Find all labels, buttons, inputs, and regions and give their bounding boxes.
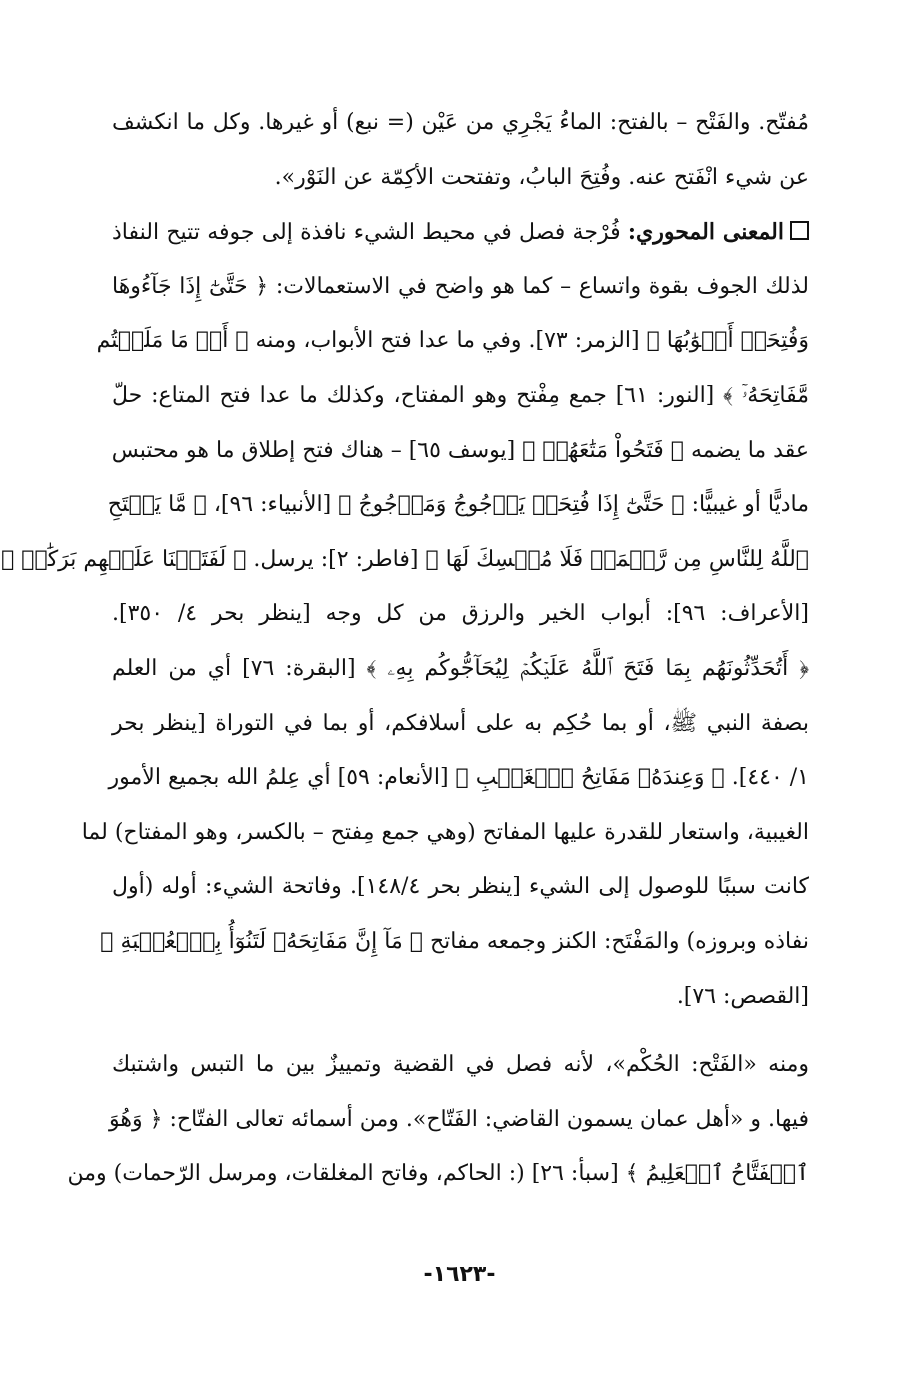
paragraph-3 <box>67 1038 810 1202</box>
paragraph-gap <box>112 1024 809 1038</box>
page-number: -١٦٢٣- <box>423 1262 496 1287</box>
paragraph-2 <box>1 205 810 1024</box>
text-line: نفاذه وبروزه) والمَفْتَح: الكنز وجمعه مفاتح ﴿ مَآ إِنَّ مَفَاتِحَهُۥ لَتَنُوٓأُ بِٱلۡعُصۡبَةِ ﴾ <box>100 928 809 954</box>
text-line: ﴿ أَتُحَدِّثُونَهُم بِمَا فَتَحَ ٱللَّهُ عَلَيۡكُمۡ لِيُحَآجُّوكُم بِهِۦ ﴾ [البقرة: ٧٦] أي من العلم <box>112 655 809 681</box>
text-line: وَفُتِحَتۡ أَبۡوَٰبُهَا ﴾ [الزمر: ٧٣]. وفي ما عدا فتح الأبواب، ومنه ﴿ أَوۡ مَا مَلَكۡتُم <box>96 328 809 354</box>
section-heading: المعنى المحوري: <box>627 219 784 246</box>
text-line: [الأعراف: ٩٦]: أبواب الخير والرزق من كل وجه [ينظر بحر ٤/ ٣٥٠]. <box>112 601 810 627</box>
text-line: ١/ ٤٤٠]. ﴿ وَعِندَهُۥ مَفَاتِحُ ٱلۡغَيۡبِ ﴾ [الأنعام: ٥٩] أي عِلمُ الله بجميع الأمور <box>108 765 809 791</box>
text-line: ومنه «الفَتْح: الحُكْم»، لأنه فصل في القضية وتمييزٌ بين ما التبس واشتبك <box>112 1052 810 1078</box>
text-line: ٱللَّهُ لِلنَّاسِ مِن رَّحۡمَةٖ فَلَا مُمۡسِكَ لَهَا ﴾ [فاطر: ٢]: يرسل. ﴿ لَفَتَحۡنَا عَلَيۡهِم بَرَكَٰتٖ ﴾ <box>1 546 809 572</box>
text-segment: فُرْجة فصل في محيط الشيء نافذة إلى جوفه تتيح النفاذ <box>112 220 621 246</box>
page-body <box>0 96 919 1202</box>
text-line: كانت سببًا للوصول إلى الشيء [ينظر بحر ١٤٨/٤]. وفاتحة الشيء: أوله (أول <box>112 874 809 900</box>
text-line: مَّفَاتِحَهُۥٓ ﴾ [النور: ٦١] جمع مِفْتح وهو المفتاح، وكذلك ما عدا فتح المتاع: حلّ <box>112 382 810 408</box>
paragraph-1 <box>112 96 809 205</box>
text-line: فيها. و «أهل عمان يسمون القاضي: الفَتّاح». ومن أسمائه تعالى الفتّاح: ﴿ وَهُوَ <box>109 1106 809 1132</box>
text-line: [القصص: ٧٦]. <box>676 983 809 1009</box>
text-line: مُفتّح. والفَتْح – بالفتح: الماءُ يَجْرِي من عَيْن (= نبع) أو غيرها. وكل ما انكشف <box>112 110 809 135</box>
text-line: ماديًّا أو غيبيًّا: ﴿ حَتَّىٰٓ إِذَا فُتِحَتۡ يَأۡجُوجُ وَمَأۡجُوجُ ﴾ [الأنبياء: ٩٦]، ﴿ مَّا يَفۡتَحِ <box>107 492 809 518</box>
text-line: ٱلۡفَتَّاحُ ٱلۡعَلِيمُ ﴾ [سبأ: ٢٦] (: الحاكم، وفاتح المغلقات، ومرسل الرّحمات) ومن <box>67 1161 809 1187</box>
text-line: بصفة النبي ﷺ، أو بما حُكِم به على أسلافكم، أو بما في التوراة [ينظر بحر <box>112 710 809 736</box>
square-bullet-icon <box>790 221 809 240</box>
text-line: عن شيء انْفَتح عنه. وفُتِحَ البابُ، وتفتحت الأكِمّة عن النَوْر». <box>274 164 809 190</box>
text-line: عقد ما يضمه ﴿ فَتَحُواْ مَتَٰعَهُمۡ ﴾ [يوسف ٦٥] – هناك فتح إطلاق ما هو محتبس <box>111 437 809 463</box>
text-line <box>112 205 809 260</box>
text-line: لذلك الجوف بقوة واتساع – كما هو واضح في الاستعمالات: ﴿ حَتَّىٰٓ إِذَا جَآءُوهَا <box>112 273 809 299</box>
text-line: الغيبية، واستعار للقدرة عليها المفاتح (وهي جمع مِفتح – بالكسر، وهو المفتاح) لما <box>81 819 809 845</box>
